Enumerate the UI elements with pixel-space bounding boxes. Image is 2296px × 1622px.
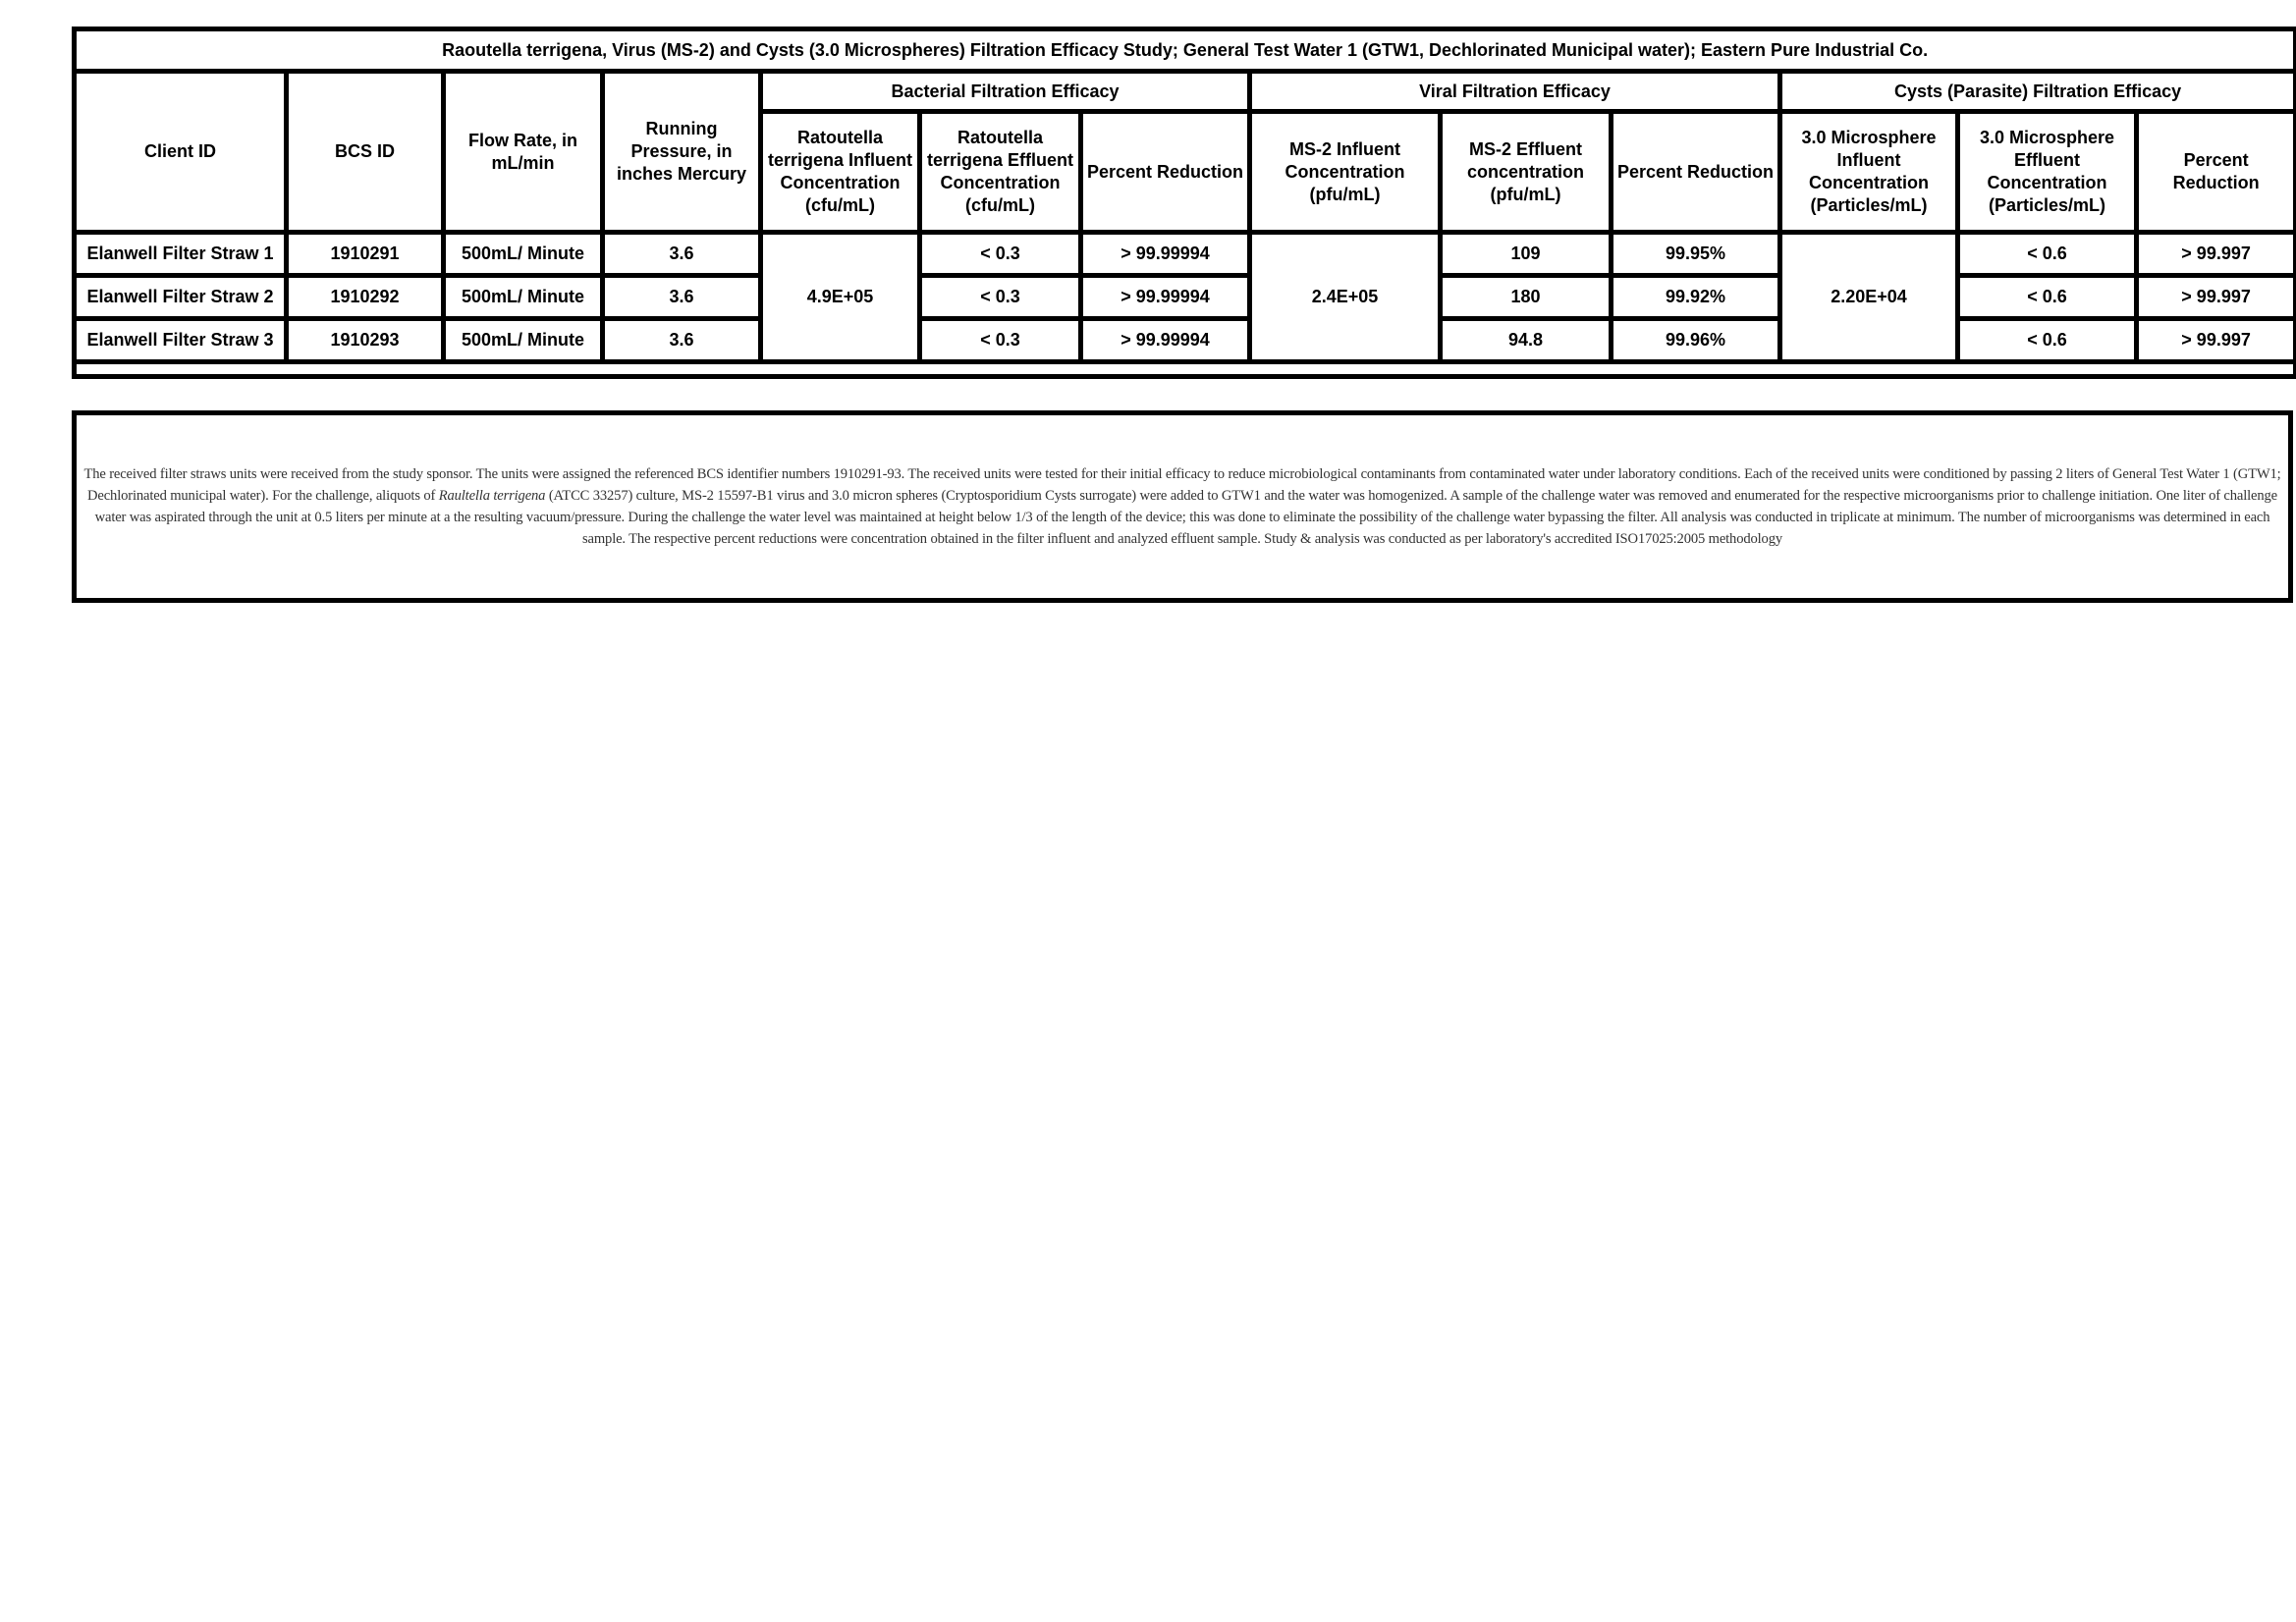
ms2-reduction-cell: 99.96%: [1612, 319, 1780, 362]
bacterial-influent-cell: 4.9E+05: [761, 233, 920, 362]
bacterial-effluent-cell: < 0.3: [920, 233, 1081, 276]
bcs-id-cell: 1910291: [287, 233, 444, 276]
flow-rate-cell: 500mL/ Minute: [444, 276, 603, 319]
header-flow-rate: Flow Rate, in mL/min: [444, 72, 603, 233]
header-bcs-id: BCS ID: [287, 72, 444, 233]
group-header-viral: Viral Filtration Efficacy: [1250, 72, 1780, 112]
table-title: Raoutella terrigena, Virus (MS-2) and Cysts (3.0 Microspheres) Filtration Efficacy Study; General Test Water 1 (GTW1, Dechlorinated Municipal water); Eastern Pure Industrial Co.: [75, 29, 2296, 72]
organism-name-italic: Raultella terrigena: [438, 488, 546, 504]
header-cyst-influent: 3.0 Microsphere Influent Concentration (Particles/mL): [1780, 112, 1958, 233]
table-row: [75, 276, 2296, 319]
ms2-influent-cell: 2.4E+05: [1250, 233, 1441, 362]
pressure-cell: 3.6: [603, 319, 761, 362]
ms2-effluent-cell: 94.8: [1441, 319, 1612, 362]
study-notes-paragraph: [77, 463, 2288, 550]
bacterial-reduction-cell: > 99.99994: [1081, 276, 1250, 319]
ms2-effluent-cell: 109: [1441, 233, 1612, 276]
cyst-effluent-cell: < 0.6: [1958, 276, 2137, 319]
client-id-cell: Elanwell Filter Straw 3: [75, 319, 287, 362]
study-notes-box: [72, 410, 2293, 603]
bacterial-effluent-cell: < 0.3: [920, 276, 1081, 319]
cyst-effluent-cell: < 0.6: [1958, 319, 2137, 362]
header-bacterial-effluent: Ratoutella terrigena Effluent Concentration (cfu/mL): [920, 112, 1081, 233]
cyst-influent-cell: 2.20E+04: [1780, 233, 1958, 362]
bcs-id-cell: 1910292: [287, 276, 444, 319]
ms2-reduction-cell: 99.92%: [1612, 276, 1780, 319]
header-client-id: Client ID: [75, 72, 287, 233]
bacterial-reduction-cell: > 99.99994: [1081, 233, 1250, 276]
header-cyst-reduction: Percent Reduction: [2137, 112, 2296, 233]
table-row: [75, 319, 2296, 362]
study-notes-text-part-1: The received filter straws units were received from the study sponsor. The units were assigned the referenced BCS identifier numbers 1910291-93. The received units were tested for their initial efficacy to reduce microbiological contaminants from contaminated water under laboratory conditions. Each of the received units were conditioned by passing 2 liters of General Test Water 1 (GTW1; Dechlorinated municipal water). For the challenge, aliquots of: [83, 466, 2281, 504]
header-ms2-influent: MS-2 Influent Concentration (pfu/mL): [1250, 112, 1441, 233]
flow-rate-cell: 500mL/ Minute: [444, 319, 603, 362]
table-row: [75, 233, 2296, 276]
header-ms2-effluent: MS-2 Effluent concentration (pfu/mL): [1441, 112, 1612, 233]
ms2-effluent-cell: 180: [1441, 276, 1612, 319]
group-header-cysts: Cysts (Parasite) Filtration Efficacy: [1780, 72, 2296, 112]
cyst-reduction-cell: > 99.997: [2137, 233, 2296, 276]
bcs-id-cell: 1910293: [287, 319, 444, 362]
ms2-reduction-cell: 99.95%: [1612, 233, 1780, 276]
filtration-results-table: [72, 27, 2296, 379]
table-spacer-row: [75, 362, 2296, 377]
client-id-cell: Elanwell Filter Straw 1: [75, 233, 287, 276]
bacterial-effluent-cell: < 0.3: [920, 319, 1081, 362]
header-cyst-effluent: 3.0 Microsphere Effluent Concentration (Particles/mL): [1958, 112, 2137, 233]
flow-rate-cell: 500mL/ Minute: [444, 233, 603, 276]
cyst-reduction-cell: > 99.997: [2137, 319, 2296, 362]
header-bacterial-influent: Ratoutella terrigena Influent Concentration (cfu/mL): [761, 112, 920, 233]
bacterial-reduction-cell: > 99.99994: [1081, 319, 1250, 362]
header-bacterial-reduction: Percent Reduction: [1081, 112, 1250, 233]
cyst-effluent-cell: < 0.6: [1958, 233, 2137, 276]
header-ms2-reduction: Percent Reduction: [1612, 112, 1780, 233]
client-id-cell: Elanwell Filter Straw 2: [75, 276, 287, 319]
study-notes-text-part-2: (ATCC 33257) culture, MS-2 15597-B1 virus and 3.0 micron spheres (Cryptosporidium Cysts surrogate) were added to GTW1 and the water was homogenized. A sample of the challenge water was removed and enumerated for the respective microorganisms prior to challenge initiation. One liter of challenge water was aspirated through the unit at 0.5 liters per minute at a the resulting vacuum/pressure. During the challenge the water level was maintained at height below 1/3 of the length of the device; this was done to eliminate the possibility of the challenge water bypassing the filter. All analysis was conducted in triplicate at minimum. The number of microorganisms was determined in each sample. The respective percent reductions were concentration obtained in the filter influent and analyzed effluent sample. Study & analysis was conducted as per laboratory's accredited ISO17025:2005 methodology: [94, 488, 2277, 547]
pressure-cell: 3.6: [603, 233, 761, 276]
cyst-reduction-cell: > 99.997: [2137, 276, 2296, 319]
group-header-bacterial: Bacterial Filtration Efficacy: [761, 72, 1250, 112]
header-running-pressure: Running Pressure, in inches Mercury: [603, 72, 761, 233]
pressure-cell: 3.6: [603, 276, 761, 319]
